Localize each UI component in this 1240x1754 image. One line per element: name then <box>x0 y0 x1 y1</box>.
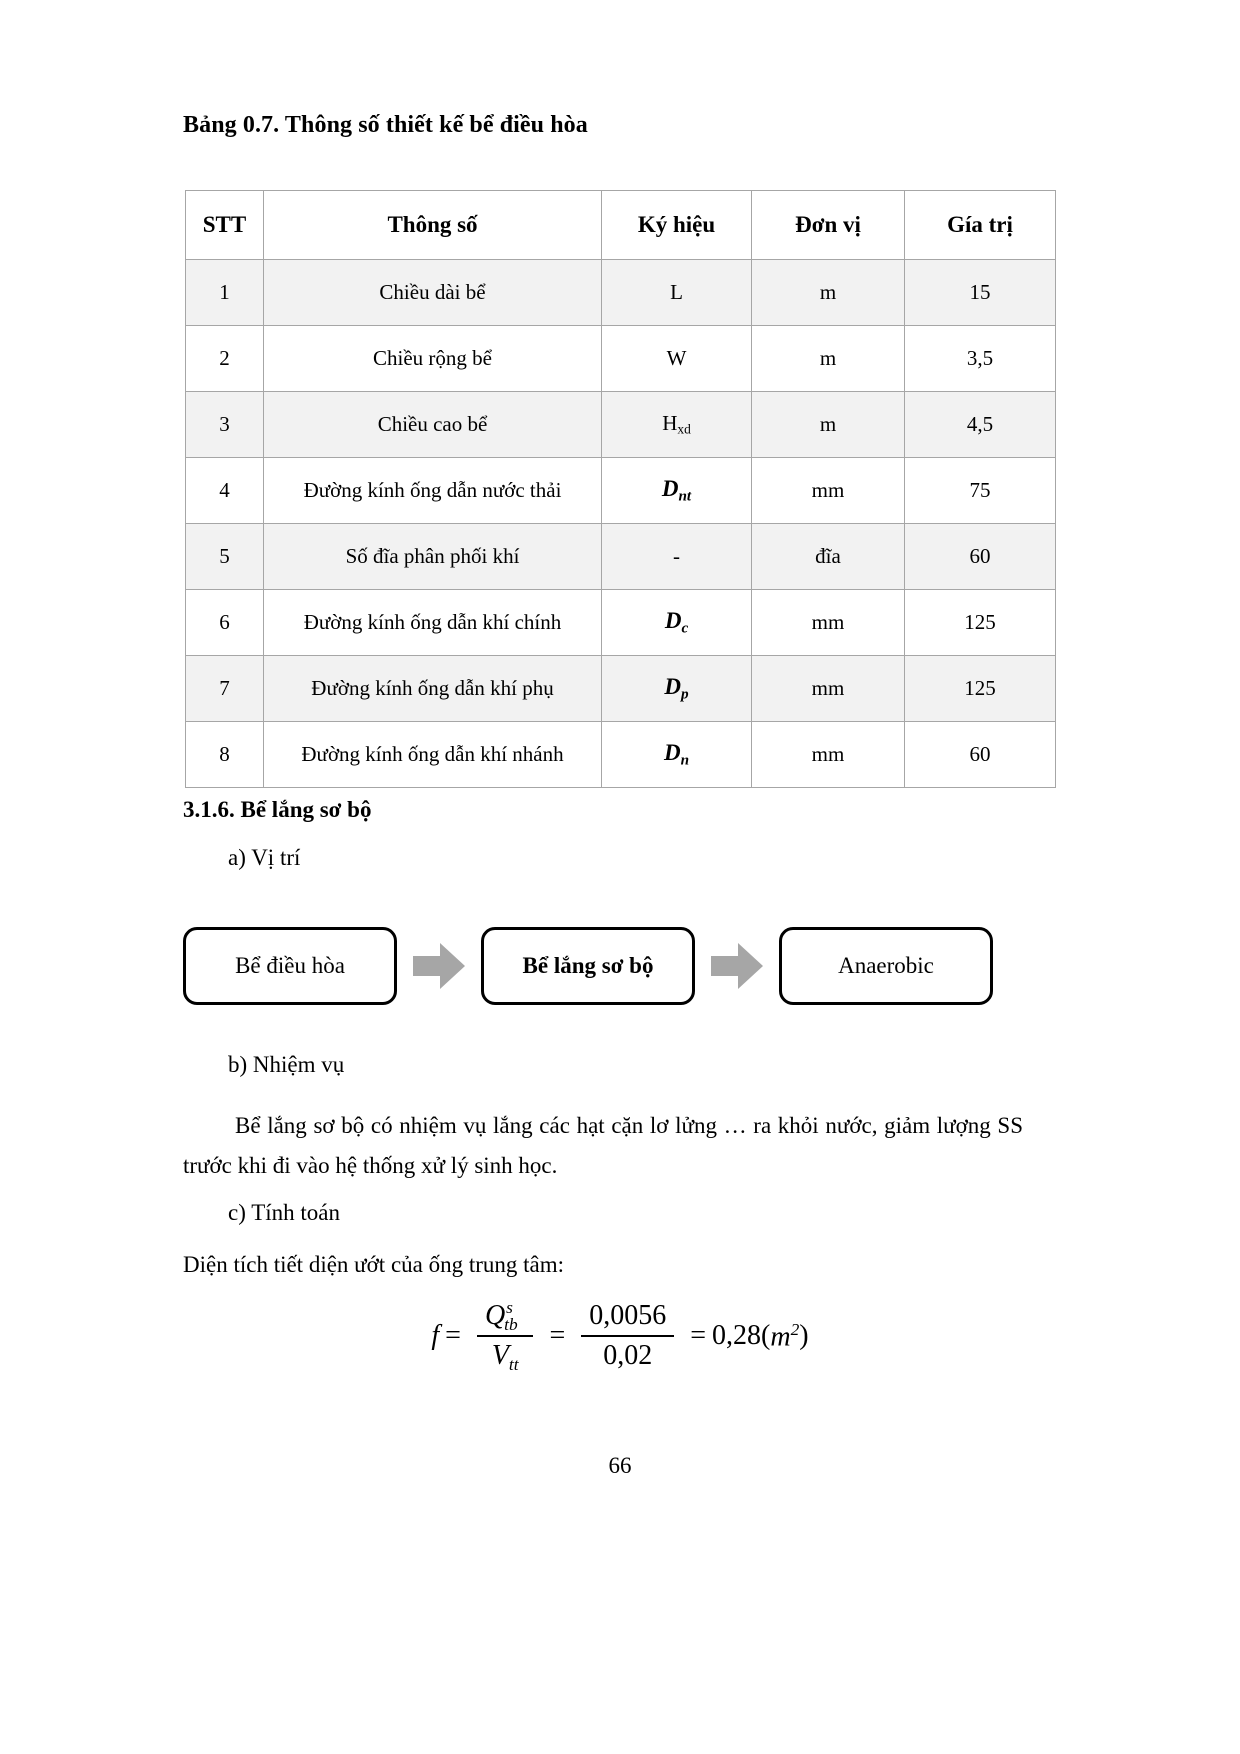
cell-symbol <box>602 458 752 524</box>
cell-parameter: Đường kính ống dẫn khí phụ <box>264 656 602 722</box>
cell-value: 60 <box>905 524 1056 590</box>
formula-equals-3: = <box>690 1320 707 1352</box>
page-number: 66 <box>608 1453 632 1478</box>
table-header-row <box>186 191 1056 260</box>
column-header-stt: STT <box>186 191 264 260</box>
cell-value: 125 <box>905 590 1056 656</box>
subsection-c-label: c) Tính toán <box>228 1200 340 1225</box>
symbol-base: W <box>666 346 687 371</box>
cell-unit: đĩa <box>752 524 905 590</box>
symbol-base: $D_p$ <box>664 673 689 703</box>
cell-stt: 6 <box>186 590 264 656</box>
cell-unit: mm <box>752 458 905 524</box>
table-row <box>186 524 1056 590</box>
cell-stt: 1 <box>186 260 264 326</box>
table-row <box>186 458 1056 524</box>
symbol-base: $H_{xd}$ <box>662 411 691 437</box>
cell-parameter: Chiều cao bể <box>264 392 602 458</box>
cell-unit: m <box>752 392 905 458</box>
cell-symbol <box>602 590 752 656</box>
table-row <box>186 590 1056 656</box>
section-heading: 3.1.6. Bể lắng sơ bộ <box>183 797 372 822</box>
formula-equals-1: = <box>445 1320 461 1352</box>
cell-parameter: Chiều rộng bể <box>264 326 602 392</box>
arrow-right-icon-1 <box>410 943 468 989</box>
symbol-base: $D_{nt}$ <box>661 475 692 505</box>
symbol-subscript: n <box>680 751 690 769</box>
symbol-base: - <box>673 544 680 569</box>
formula-result-unit <box>770 1320 799 1353</box>
column-header-symbol: Ký hiệu <box>602 191 752 260</box>
formula-equals-2: = <box>549 1320 566 1352</box>
cell-value: 3,5 <box>905 326 1056 392</box>
cell-stt: 3 <box>186 392 264 458</box>
formula-q-superscript: s <box>506 1298 513 1318</box>
cell-parameter: Chiều dài bể <box>264 260 602 326</box>
formula-fraction-symbolic <box>477 1298 534 1375</box>
formula-block <box>0 1298 1240 1375</box>
cell-symbol <box>602 260 752 326</box>
formula-fraction-denominator-numeric: 0,02 <box>603 1340 653 1372</box>
formula-lhs: f <box>431 1320 440 1352</box>
subsection-b-label: b) Nhiệm vụ <box>228 1052 345 1077</box>
subsection-a-label: a) Vị trí <box>228 845 301 870</box>
body-paragraph: Bể lắng sơ bộ có nhiệm vụ lắng các hạt cặn lơ lửng … ra khỏi nước, giảm lượng SS trước khi đi vào hệ thống xử lý sinh học. <box>183 1113 1023 1178</box>
symbol-subscript: p <box>681 685 689 703</box>
cell-value: 75 <box>905 458 1056 524</box>
formula-result: 0,28( <box>712 1320 771 1352</box>
cell-unit: m <box>752 260 905 326</box>
design-parameters-table <box>185 190 1056 788</box>
formula-result-close-paren: ) <box>799 1320 809 1352</box>
cell-value: 60 <box>905 722 1056 788</box>
cell-symbol <box>602 326 752 392</box>
cell-unit: m <box>752 326 905 392</box>
cell-parameter: Đường kính ống dẫn khí chính <box>264 590 602 656</box>
formula-fraction-numerator-numeric: 0,0056 <box>581 1300 674 1337</box>
formula-v-subscript: tt <box>508 1355 519 1375</box>
cell-value: 4,5 <box>905 392 1056 458</box>
cell-parameter: Số đĩa phân phối khí <box>264 524 602 590</box>
formula-v-base: V <box>491 1340 509 1372</box>
table-body <box>186 260 1056 788</box>
formula-lead-line: Diện tích tiết diện ướt của ống trung tâm: <box>183 1252 565 1277</box>
formula-result-unit-exponent: 2 <box>790 1319 800 1339</box>
table-row <box>186 392 1056 458</box>
formula-fraction-denominator-symbolic <box>484 1337 527 1375</box>
cell-symbol <box>602 524 752 590</box>
table-row <box>186 326 1056 392</box>
cell-stt: 7 <box>186 656 264 722</box>
symbol-base: $D_c$ <box>664 607 689 637</box>
cell-symbol <box>602 722 752 788</box>
arrow-right-icon-2 <box>708 943 766 989</box>
cell-stt: 5 <box>186 524 264 590</box>
flow-box-anaerobic: Anaerobic <box>779 927 993 1005</box>
cell-value: 125 <box>905 656 1056 722</box>
cell-stt: 4 <box>186 458 264 524</box>
process-flow-diagram <box>183 925 993 1007</box>
symbol-subscript: nt <box>678 487 692 505</box>
cell-symbol <box>602 656 752 722</box>
cell-parameter: Đường kính ống dẫn nước thải <box>264 458 602 524</box>
cell-unit: mm <box>752 590 905 656</box>
column-header-unit: Đơn vị <box>752 191 905 260</box>
cell-unit: mm <box>752 722 905 788</box>
cell-unit: mm <box>752 656 905 722</box>
formula-fraction-numeric <box>581 1300 674 1372</box>
flow-box-be-lang-so-bo: Bể lắng sơ bộ <box>481 927 695 1005</box>
cell-stt: 2 <box>186 326 264 392</box>
formula-fraction-numerator-symbolic <box>477 1300 534 1337</box>
symbol-base: $D_n$ <box>663 739 690 769</box>
cell-symbol <box>602 392 752 458</box>
formula-q-subscript: tb <box>504 1315 518 1335</box>
symbol-subscript: c <box>681 619 689 637</box>
column-header-value: Gía trị <box>905 191 1056 260</box>
symbol-subscript: xd <box>677 421 691 437</box>
formula-q-base: Q <box>484 1300 506 1331</box>
cell-stt: 8 <box>186 722 264 788</box>
column-header-param: Thông số <box>264 191 602 260</box>
symbol-base: L <box>670 280 683 305</box>
cell-parameter: Đường kính ống dẫn khí nhánh <box>264 722 602 788</box>
table-caption: Bảng 0.7. Thông số thiết kế bể điều hòa <box>183 112 588 138</box>
table-row <box>186 656 1056 722</box>
formula-result-unit-base: m <box>770 1320 791 1352</box>
table-row <box>186 260 1056 326</box>
table-row <box>186 722 1056 788</box>
flow-box-be-dieu-hoa: Bể điều hòa <box>183 927 397 1005</box>
cell-value: 15 <box>905 260 1056 326</box>
